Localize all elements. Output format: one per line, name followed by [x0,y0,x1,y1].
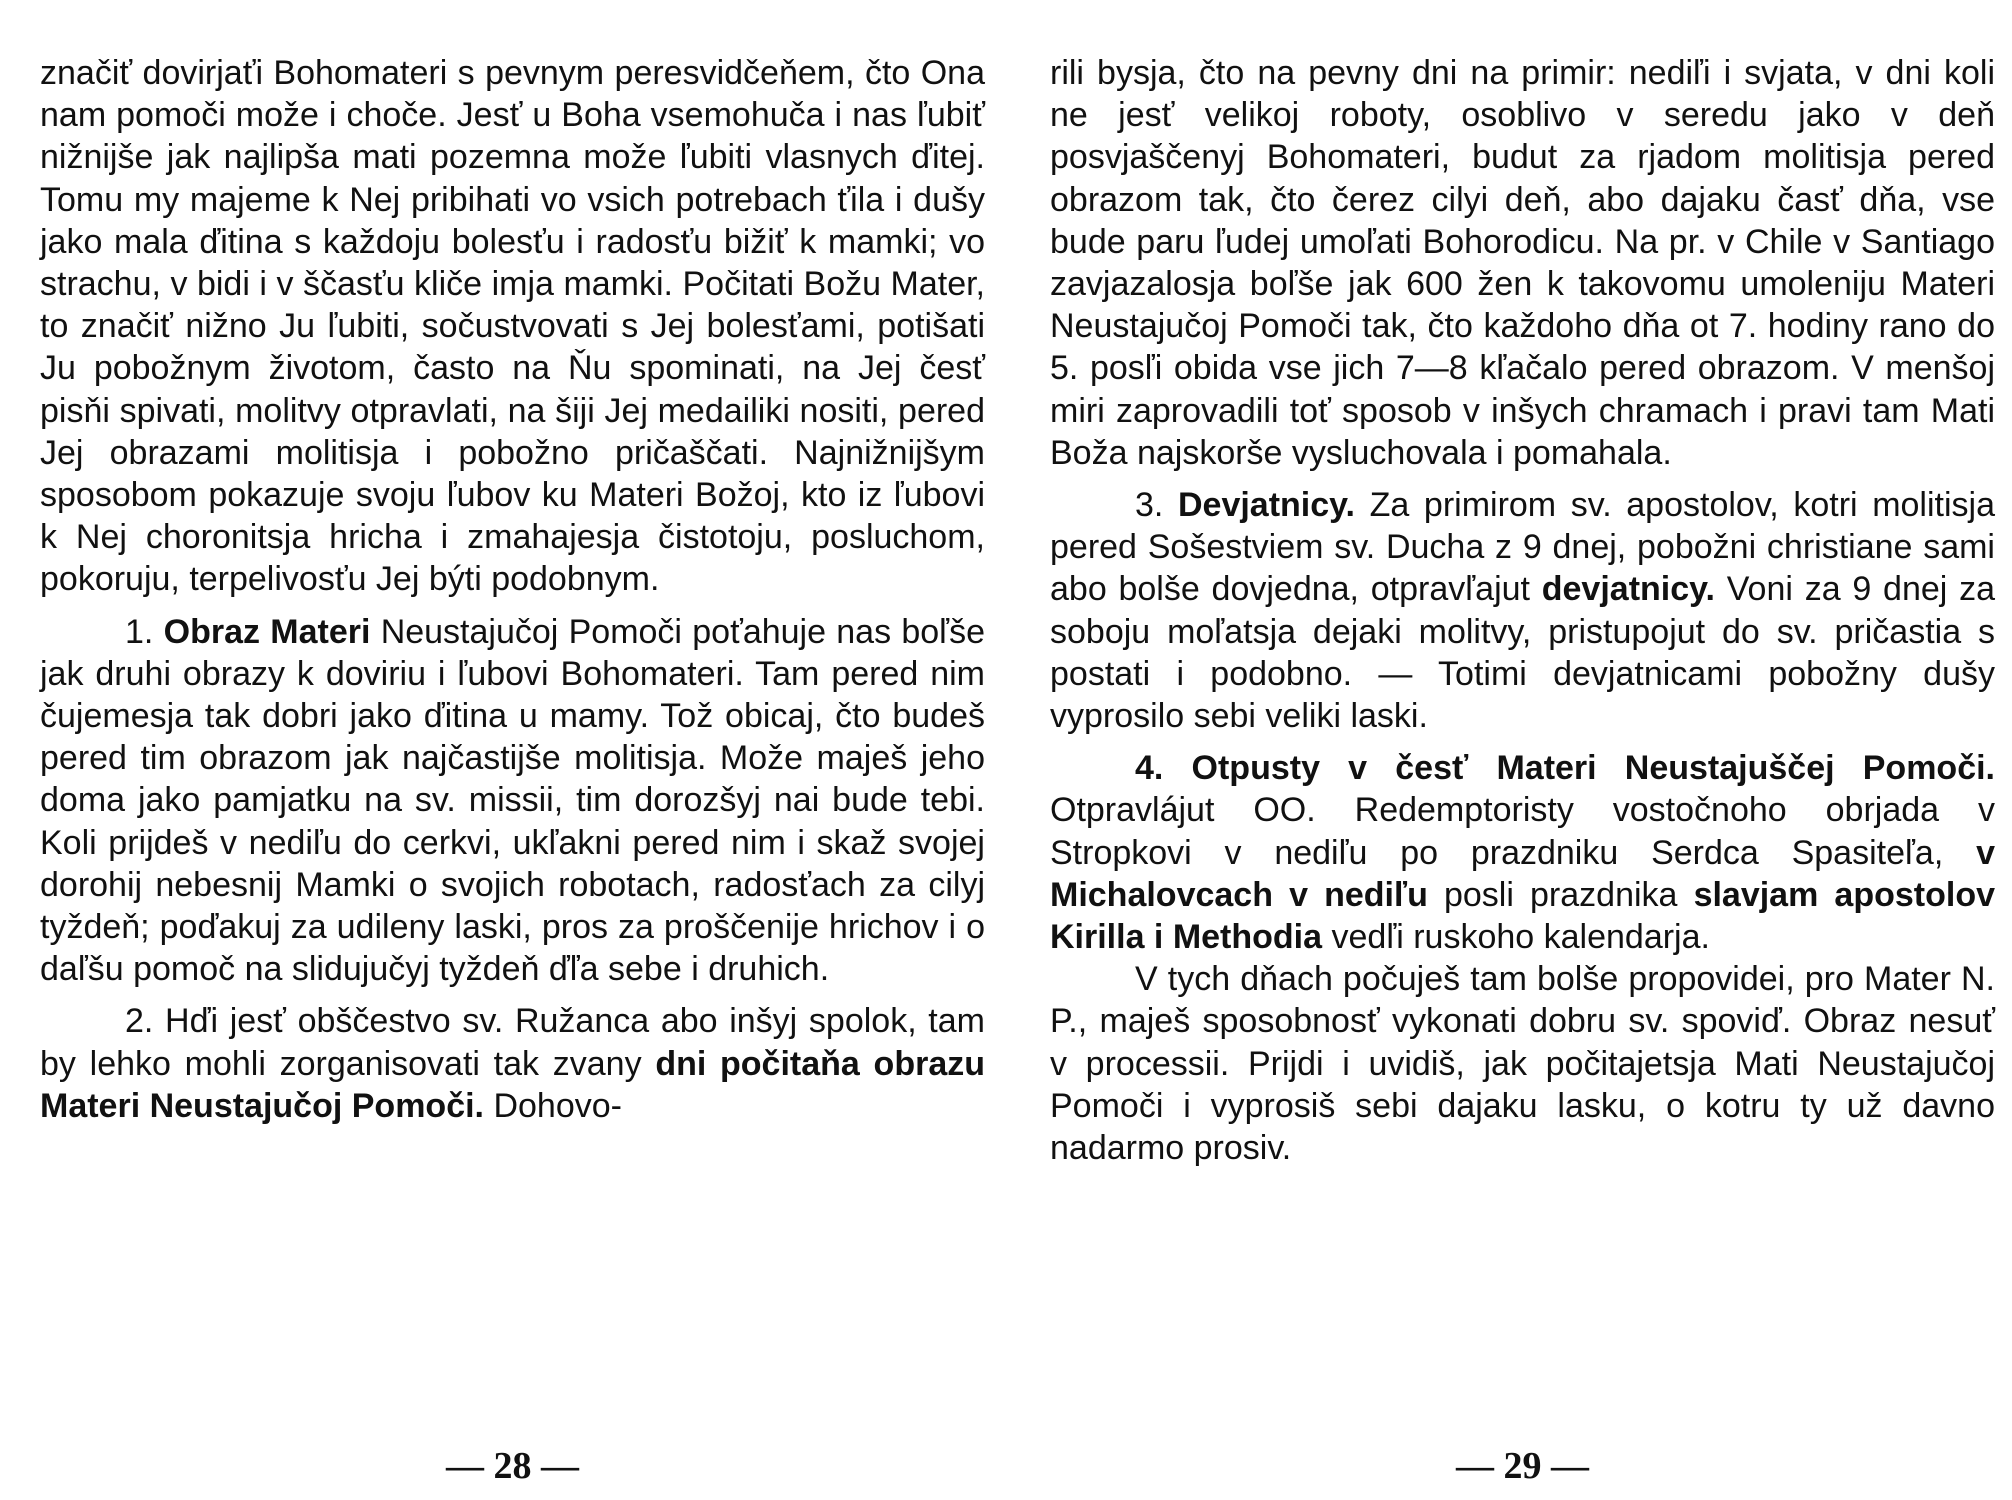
section-emphasis: dni počitaňa obrazu Materi Neustajučoj Pomoči. [40,1044,985,1125]
left-page [40,52,985,1487]
section-text: Neustajučoj Pomoči poťahuje nas boľše jak druhi obrazy k doviriu i ľubovi Bohomateri. Tam pered nim čujemesja tak dobri jako ďitina u mamy. Tož obicaj, čto budeš pered tim obrazom jak najčastijše molitisja. Može maješ jeho doma jako pamjatku na sv. missii, tim dorozšyj nai bude tebi. Koli prijdeš v nediľu do cerkvi, ukľakni pered nim i skaž svojej dorohij nebesnij Mamki o svojich robotach, radosťach za cilyj tyždeň; poďakuj za udileny laski, pros za proščenije hrichov i o daľšu pomoč na slidujučyj tyždeň ďľa sebe i druhich. [40,612,985,989]
section-text: 2. Hďi jesť obščestvo sv. Ružanca abo inšyj spolok, tam by lehko mohli zorganisovati tak zvany [40,1002,985,1083]
right-page-text [1050,52,1995,1169]
section-text: posli prazdnika [1443,875,1678,914]
right-paragraph-2 [1050,484,1995,737]
left-page-text [40,52,985,1127]
section-text: Za primirom sv. apostolov, kotri molitisja pered Sošestviem sv. Ducha z 9 dnej, pobožni christiane sami abo bolše dovjedna, otpravľajut [1050,486,1995,609]
section-emphasis: slavjam apostolov Kirilla i Methodia [1050,875,1996,957]
section-text: Otpravlájut OO. Redemptoristy vostočnoho obrjada v Stropkovi v nediľu po prazdniku Serdca Spasiteľa, [1050,791,1995,872]
left-paragraph-3 [40,1000,985,1127]
section-heading: 4. Otpusty v česť Materi Neustajuščej Pomoči. [1135,749,1995,788]
right-paragraph-3 [1050,747,1995,958]
section-number: 1. [125,612,154,651]
section-heading: Obraz Materi [163,612,371,651]
section-text-end: Dohovo- [493,1086,622,1125]
right-paragraph-1: rili bysja, čto na pevny dni na primir: nediľi i svjata, v dni koli ne jesť velikoj roboty, osoblivo v seredu jako v deň posvjaščenyj Bohomateri, budut za rjadom molitisja pered obrazom tak, čto čerez cilyi deň, abo dajaku časť dňa, vse bude paru ľudej umoľati Bohorodicu. Na pr. v Chile v Santiago zavjazalosja boľše jak 600 žen k takovomu umoleniju Materi Neustajučoj Pomoči tak, čto každoho dňa ot 7. hodiny rano do 5. posľi obida vse jich 7—8 kľačalo pered obrazom. V menšoj miri zaprovadili toť sposob v inšych chramach i pravi tam Mati Boža najskorše vysluchovala i pomahala. [1050,54,1995,472]
right-paragraph-4: V tych dňach počuješ tam bolše propovidei, pro Mater N. P., maješ sposobnosť vykonati dobru sv. spoviď. Obraz nesuť v processii. Prijdi i uvidiš, jak počitajetsja Mati Neustajučoj Pomoči i vyprosiš sebi dajaku lasku, o kotru ty už davno nadarmo prosiv. [1050,960,1995,1168]
section-text-end: vedľi ruskoho kalendarja. [1331,918,1710,957]
left-paragraph-1: značiť dovirjaťi Bohomateri s pevnym peresvidčeňem, čto Ona nam pomoči može i choče. Jesť u Boha vsemohuča i nas ľubiť nižnijše jak najlipša mati pozemna može ľubiti vlasnych ďitej. Tomu my majeme k Nej pribihati vo vsich potrebach ťila i dušy jako mala ďitina s každoju bolesťu i radosťu bižiť k mamki; vo strachu, v bidi i v ščasťu kliče imja mamki. Počitati Božu Mater, to značiť nižno Ju ľubiti, sočustvovati s Jej bolesťami, potišati Ju pobožnym životom, často na Ňu spominati, na Jej česť pisňi spivati, molitvy otpravlati, na šiji Jej medailiki nositi, pered Jej obrazami molitisja i pobožno pričaščati. Najnižnijšym sposobom pokazuje svoju ľubov ku Materi Božoj, kto iz ľubovi k Nej choronitsja hricha i zmahajesja čistotoju, posluchom, pokoruju, terpelivosťu Jej býti podobnym. [40,54,985,599]
section-heading: Devjatnicy. [1177,486,1355,525]
page-number-right: — 29 — [1456,1445,1589,1487]
section-number: 3. [1135,486,1164,525]
right-page [1050,52,1996,1487]
section-text-end: Voni za 9 dnej za soboju moľatsja dejaki molitvy, pristupojut do sv. pričastia s postati i podobno. — Totimi devjatnicami pobožny dušy vyprosilo sebi veliki laski. [1050,570,1995,736]
section-emphasis: devjatnicy. [1541,570,1715,609]
section-emphasis: v Michalovcach v nediľu [1050,833,1995,914]
page-number-left: — 28 — [446,1445,579,1487]
left-paragraph-2 [40,611,985,991]
